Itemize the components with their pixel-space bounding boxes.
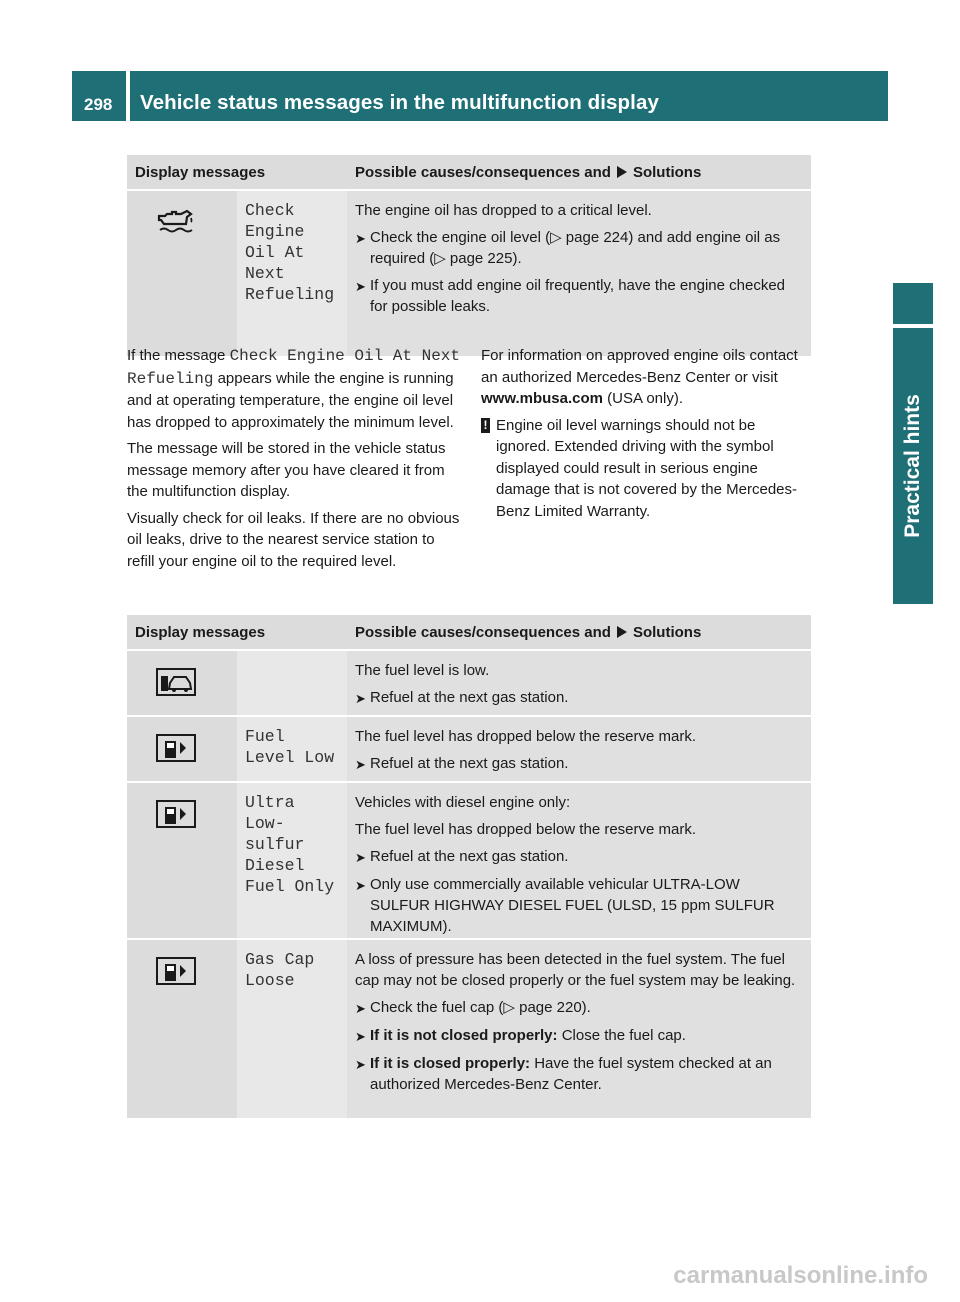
col-header-causes: Possible causes/consequences and Solutions [355,163,702,181]
paragraph: Visually check for oil leaks. If there are no obvious oil leaks, drive to the nearest service station to refill your engine oil to the required level. [127,509,460,570]
table-row [127,191,811,358]
arrow-right-icon [617,166,627,178]
col-header-causes: Possible causes/consequences and Solutions [355,623,702,641]
paragraph: The message will be stored in the vehicle status message memory after you have cleared it from the multifunction display. [127,440,446,500]
body-left-column [127,345,462,577]
step-arrow-icon: ➤ [355,1029,366,1044]
page-number: 298 [84,95,113,114]
step-arrow-icon: ➤ [355,691,366,706]
icon-cell [127,940,237,1118]
display-message: Fuel Level Low [237,717,347,781]
display-message: Gas Cap Loose [237,940,347,1118]
table-engine-oil [127,155,811,358]
col-header-display-messages: Display messages [135,163,266,181]
warning-note: ! Engine oil level warnings should not be ignored. Extended driving with the symbol displayed could result in serious engine damage that is not covered by the Mercedes-Benz Limited Warranty. [481,415,813,523]
engine-oil-icon [156,207,196,237]
warning-icon: ! [481,415,496,523]
solution-cell [347,717,811,781]
display-message [237,651,347,715]
display-message: Check Engine Oil At Next Refueling [237,191,347,356]
fuel-pump-icon [156,733,196,763]
solution-step: ➤ If you must add engine oil frequently, have the engine checked for possible leaks. [355,277,785,315]
description: Vehicles with diesel engine only: [355,794,571,811]
col-header-display-messages: Display messages [135,623,266,641]
solution-cell [347,940,811,1118]
display-message: Ultra Low- sulfur Diesel Fuel Only [237,783,347,938]
solution-step: ➤ Refuel at the next gas station. [355,846,803,868]
paragraph: For information on approved engine oils contact an authorized Mercedes-Benz Center or visit www.mbusa.com (USA only). [481,347,798,407]
table-row [127,651,811,717]
solution-cell [347,651,811,715]
solution-step: ➤ Check the fuel cap (▷ page 220). [355,997,803,1019]
description: The fuel level is low. [355,662,490,679]
solution-cell [347,783,811,938]
side-tab-label: Practical hints [901,394,924,538]
fuel-pump-car-icon [156,667,196,697]
table-row [127,940,811,1120]
description: The engine oil has dropped to a critical level. [355,202,652,219]
fuel-pump-icon [156,799,196,829]
page-header [130,71,888,121]
solution-step: ➤ If it is closed properly: Have the fuel system checked at an authorized Mercedes-Benz Center. [355,1055,772,1093]
solution-step: ➤ Refuel at the next gas station. [355,687,803,709]
side-tab [893,328,933,604]
step-arrow-icon: ➤ [355,279,366,294]
table-row [127,783,811,940]
arrow-right-icon [617,626,627,638]
icon-cell [127,717,237,781]
table-fuel [127,615,811,1120]
solution-step: ➤ Check the engine oil level (▷ page 224) and add engine oil as required (▷ page 225). [355,229,781,267]
solution-step: ➤ If it is not closed properly: Close the fuel cap. [355,1025,803,1047]
step-arrow-icon: ➤ [355,850,366,865]
table-row [127,717,811,783]
description: The fuel level has dropped below the reserve mark. [355,728,697,745]
fuel-pump-icon [156,956,196,986]
description: A loss of pressure has been detected in the fuel system. The fuel cap may not be closed properly or the fuel system may be leaking. [355,951,796,989]
step-arrow-icon: ➤ [355,1001,366,1016]
table-header [127,615,811,651]
watermark: carmanualsonline.info [673,1262,928,1289]
paragraph: If the message Check Engine Oil At Next Refueling appears while the engine is running and at operating temperature, the engine oil level has dropped to approximately the minimum level. [127,347,460,431]
icon-cell [127,783,237,938]
page-title: Vehicle status messages in the multifunction display [140,91,659,114]
step-arrow-icon: ➤ [355,878,366,893]
solution-step: ➤ Refuel at the next gas station. [355,753,803,775]
description: The fuel level has dropped below the reserve mark. [355,821,697,838]
website-link[interactable]: www.mbusa.com [481,390,603,407]
solution-step: ➤ Only use commercially available vehicular ULTRA-LOW SULFUR HIGHWAY DIESEL FUEL (ULSD, 15 ppm SULFUR MAXIMUM). [355,876,775,935]
icon-cell [127,191,237,356]
step-arrow-icon: ➤ [355,757,366,772]
message-code: Check Engine Oil At Next Refueling [127,347,460,388]
side-tab-marker [893,283,933,324]
body-right-column [481,345,813,522]
step-arrow-icon: ➤ [355,231,366,246]
page-number-box [72,71,126,121]
step-arrow-icon: ➤ [355,1057,366,1072]
icon-cell [127,651,237,715]
table-header [127,155,811,191]
solution-cell [347,191,811,356]
